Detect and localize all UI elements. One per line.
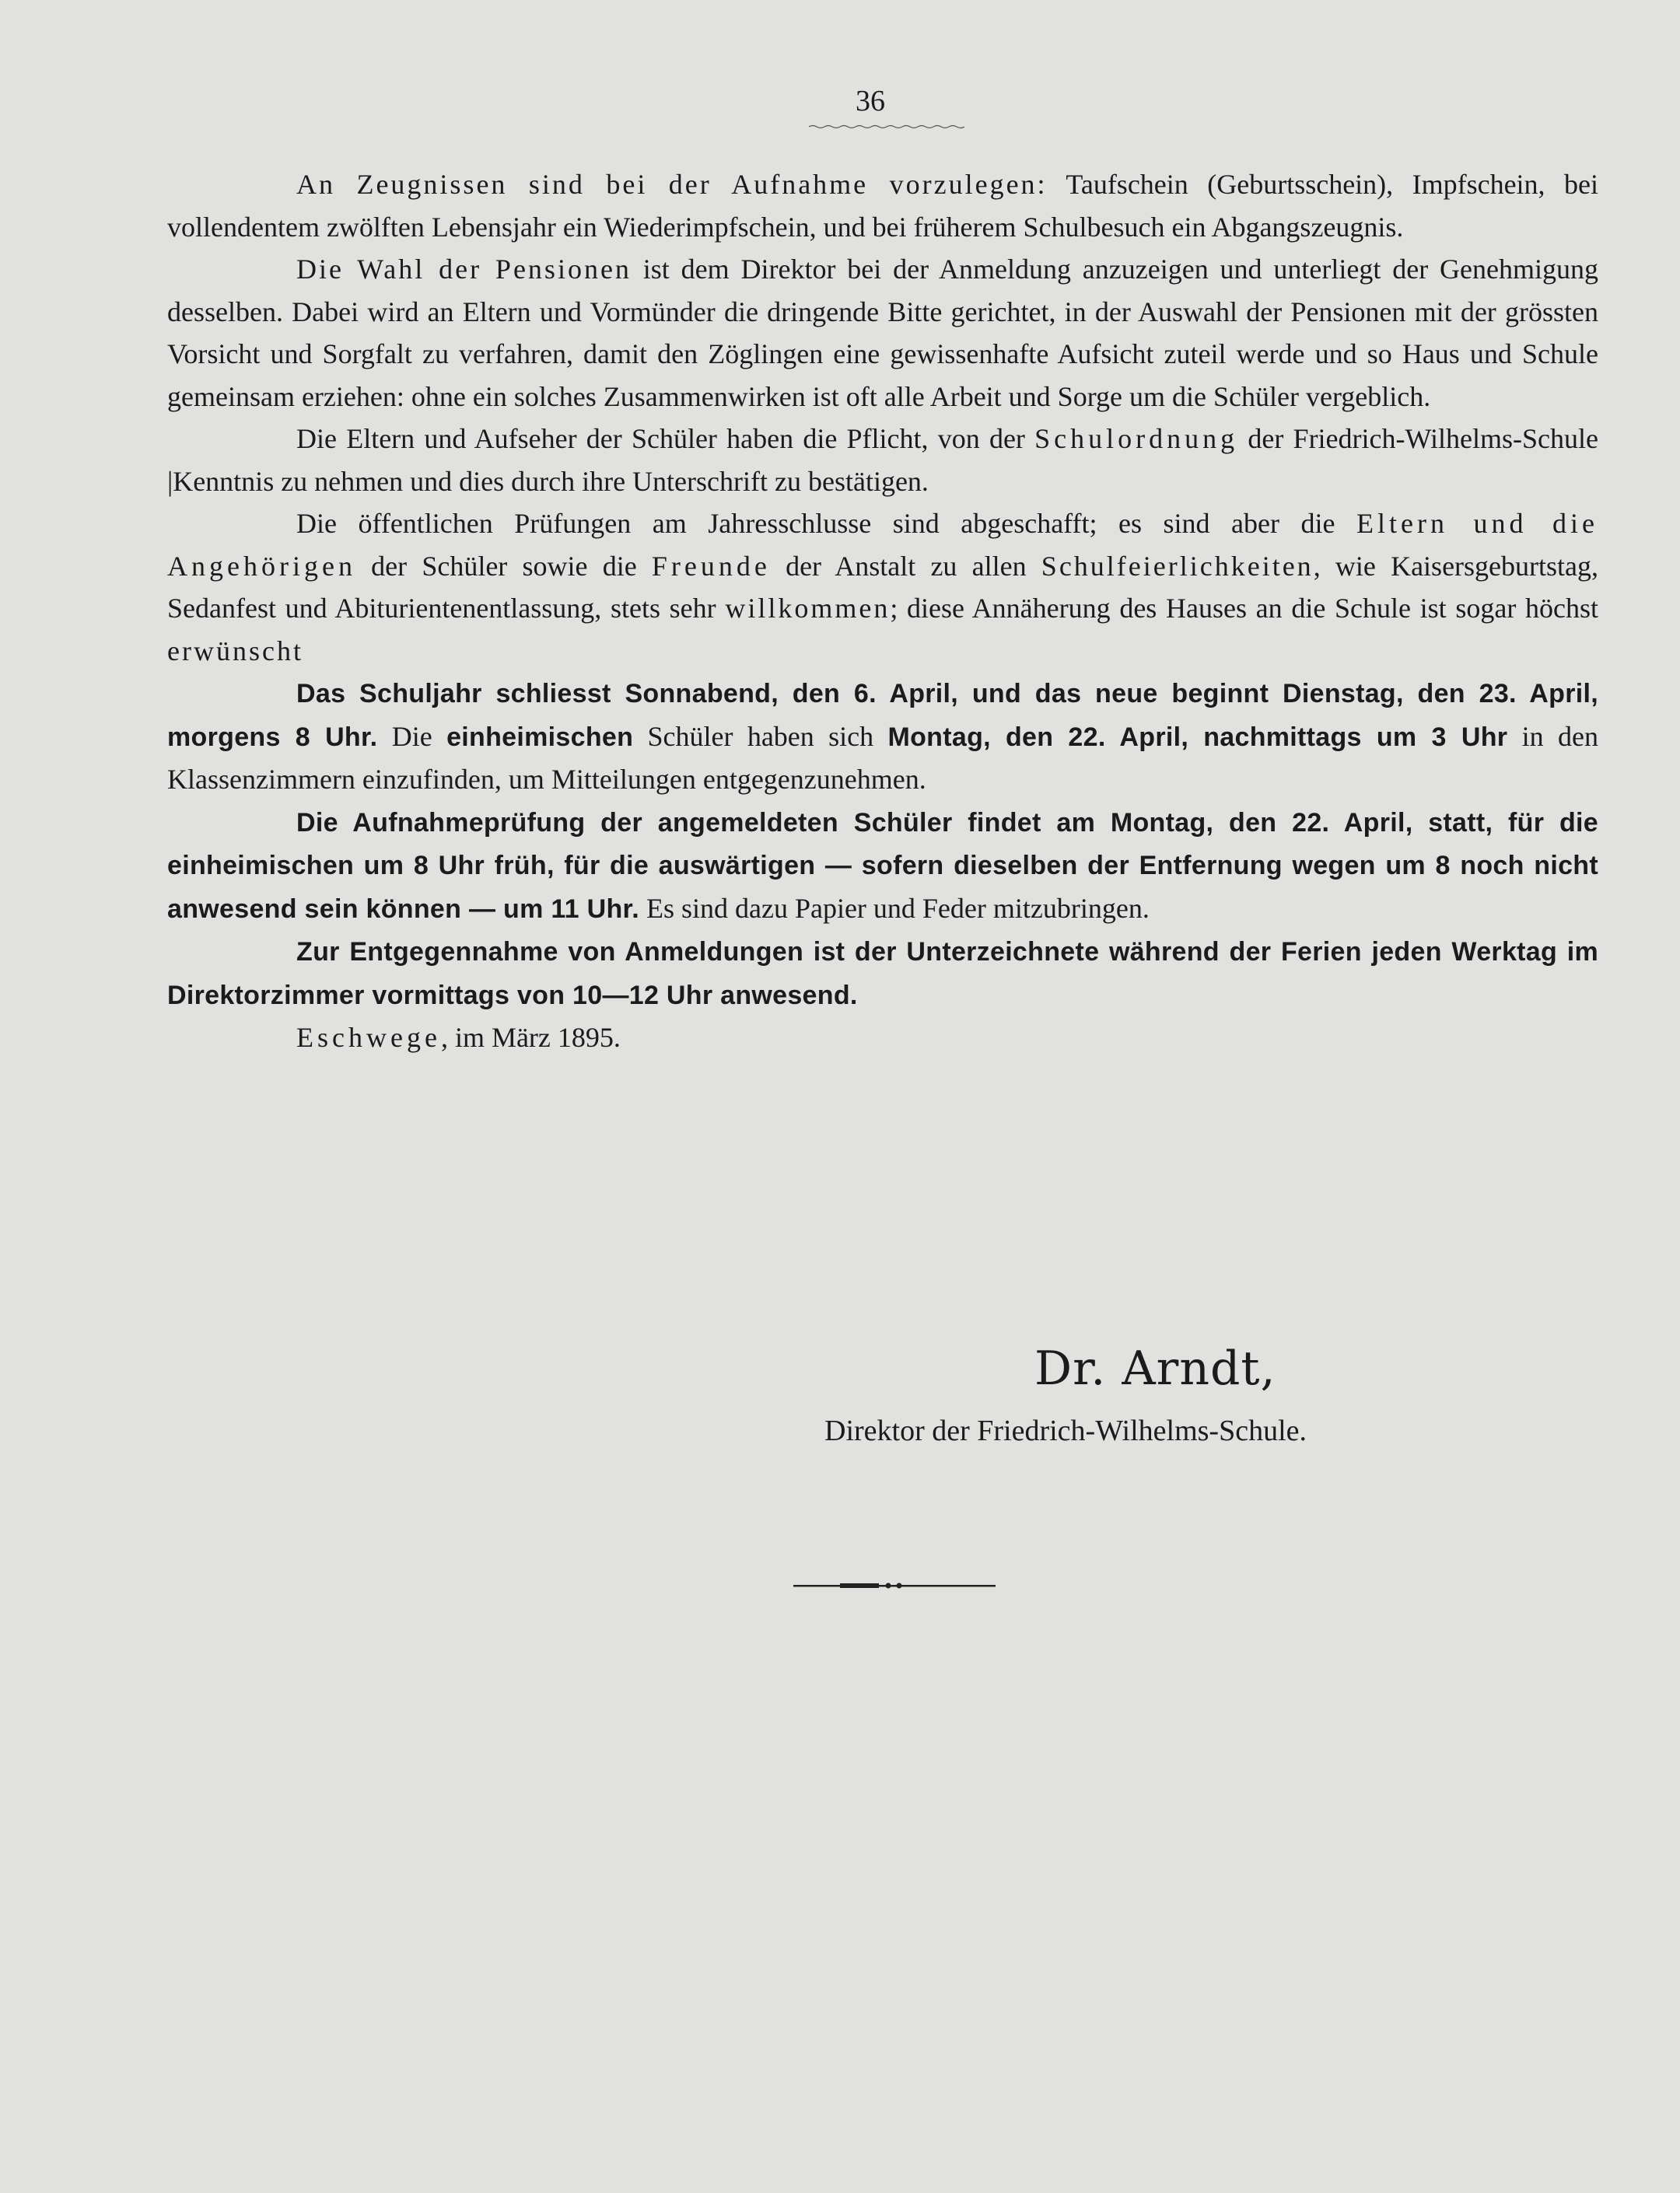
paragraph-pensions — [167, 248, 1598, 418]
emphasis-text: Freunde — [651, 550, 771, 582]
page-number-ornament — [809, 124, 964, 129]
dateline-place: Eschwege — [296, 1022, 441, 1053]
paragraph-text: der Anstalt zu allen — [770, 550, 1041, 582]
paragraph-lead: Die Wahl der Pensionen — [296, 254, 632, 285]
emphasis-text: Eltern und die Angehörigen — [167, 508, 1598, 582]
paragraph-text: der Schüler sowie die — [355, 550, 652, 582]
paragraph-documents-required — [167, 163, 1598, 248]
emphasis-text: willkommen — [725, 593, 891, 624]
emphasis-text: Schulfeierlichkeiten — [1041, 550, 1314, 582]
emphasis-text: Schulordnung — [1034, 423, 1239, 454]
paragraph-entrance-exam — [167, 801, 1598, 931]
page-number: 36 — [856, 85, 885, 117]
paragraph-text: Es sind dazu Papier und Feder mitzubringen. — [639, 892, 1150, 924]
paragraph-text: Schüler haben sich — [633, 720, 888, 752]
paragraph-text: ; diese Annäherung des Hauses an die Schule ist sogar höchst — [890, 593, 1599, 624]
bold-text: Montag, den 22. April, nachmittags um 3 Uhr — [887, 722, 1508, 752]
paragraph-text: ist dem Direktor bei der Anmeldung anzuzeigen und unterliegt der Genehmigung desselben. Dabei wird an Eltern und Vormünder die dringende Bitte gerichtet, in der Auswahl der Pensionen mit der grössten Vorsicht und Sorgfalt zu verfahren, damit den Zöglingen eine gewissenhafte Aufsicht zuteil werde und so Haus und Schule gemeinsam erziehen: ohne ein solches Zusammenwirken ist oft alle Arbeit und Sorge um die Schüler vergeblich. — [167, 254, 1598, 412]
paragraph-text: Die öffentlichen Prüfungen am Jahresschlusse sind abgeschafft; es sind aber die — [296, 508, 1357, 539]
paragraph-text: der Friedrich-Wilhelms-Schule |Kenntnis zu nehmen und dies durch ihre Unterschrift zu bestätigen. — [167, 423, 1598, 497]
paragraph-school-rules — [167, 418, 1598, 502]
paragraph-registration — [167, 930, 1598, 1016]
bold-text: einheimischen — [446, 722, 634, 752]
dateline-date: , im März 1895. — [440, 1022, 621, 1053]
paragraph-text: , wie Kaisersgeburtstag, Sedanfest und Abiturientenentlassung, stets sehr — [167, 550, 1598, 624]
body-text — [167, 163, 1598, 1059]
paragraph-lead: An Zeugnissen sind bei der Aufnahme vorzulegen: — [296, 169, 1048, 200]
paragraph-text: in den Klassenzimmern einzufinden, um Mitteilungen entgegenzunehmen. — [167, 720, 1598, 795]
signature-name: Dr. Arndt, — [1034, 1341, 1276, 1396]
paragraph-public-exams — [167, 502, 1598, 672]
dateline — [167, 1016, 1598, 1059]
paragraph-text: Die Eltern und Aufseher der Schüler haben die Pflicht, von der — [296, 423, 1035, 454]
end-ornament-rule — [793, 1582, 996, 1590]
paragraph-text: Die — [377, 720, 447, 752]
emphasis-text: erwünscht — [167, 635, 303, 666]
paragraph-school-year — [167, 672, 1598, 801]
signature-title: Direktor der Friedrich-Wilhelms-Schule. — [824, 1415, 1307, 1447]
bold-text: Das Schuljahr schliesst Sonnabend, den 6. April, und das neue beginnt Dienstag, den 23. April, morgens 8 Uhr. — [167, 679, 1598, 752]
paragraph-text: Taufschein (Geburtsschein), Impfschein, bei vollendentem zwölften Lebensjahr ein Wiederimpfschein, und bei früherem Schulbesuch ein Abgangszeugnis. — [167, 169, 1598, 243]
bold-text: Zur Entgegennahme von Anmeldungen ist der Unterzeichnete während der Ferien jeden Werktag im Direktorzimmer vormittags von 10—12 Uhr anwesend. — [167, 937, 1598, 1010]
bold-text: Die Aufnahmeprüfung der angemeldeten Schüler findet am Montag, den 22. April, statt, für die einheimischen um 8 Uhr früh, für die auswärtigen — sofern dieselben der Entfernung wegen um 8 noch nicht anwesend sein können — um 11 Uhr. — [167, 807, 1598, 924]
